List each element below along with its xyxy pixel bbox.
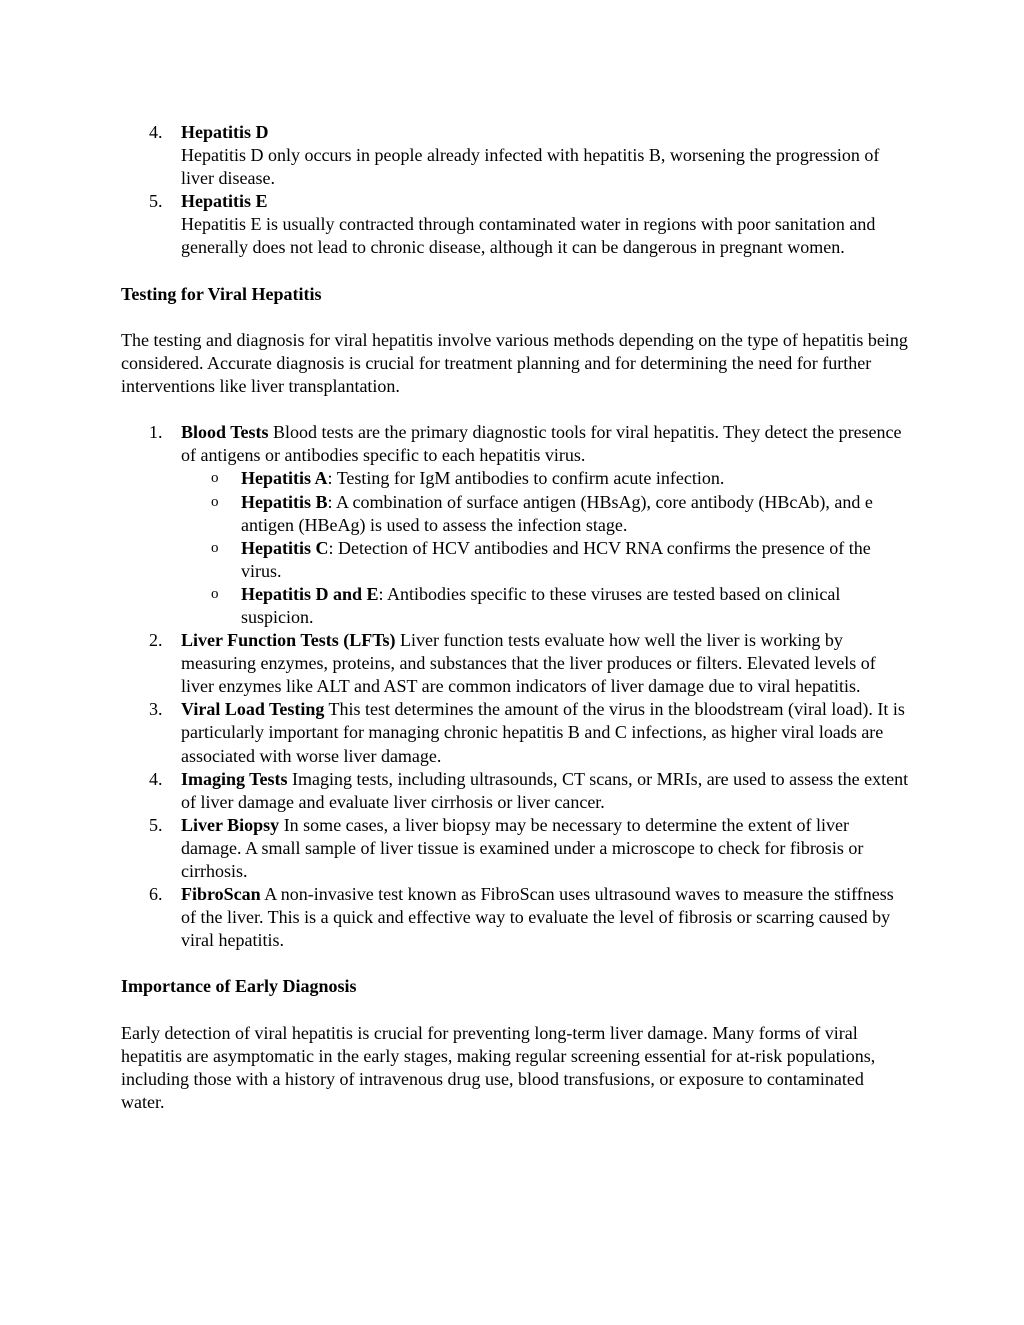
sub-item-text: : Antibodies specific to these viruses are tested based on clinical suspicion. bbox=[241, 583, 841, 627]
list-number: 2. bbox=[149, 630, 163, 651]
section-heading-testing: Testing for Viral Hepatitis bbox=[121, 283, 322, 304]
sub-item-title: Hepatitis D and E bbox=[241, 583, 379, 604]
sub-item-text: : Testing for IgM antibodies to confirm acute infection. bbox=[327, 468, 725, 489]
list-item-hepatitis-d bbox=[121, 121, 911, 190]
sub-item-hepatitis-b bbox=[121, 491, 911, 537]
bullet-icon: o bbox=[211, 539, 219, 556]
list-item-fibroscan bbox=[121, 883, 911, 952]
list-item-title: Hepatitis E bbox=[181, 191, 268, 212]
list-item-liver-biopsy bbox=[121, 814, 911, 883]
list-item-text: Blood tests are the primary diagnostic tools for viral hepatitis. They detect the presence of antigens or antibodies specific to each hepatitis virus. bbox=[181, 422, 902, 466]
list-number: 3. bbox=[149, 699, 163, 720]
list-item-title: Liver Function Tests (LFTs) bbox=[181, 630, 396, 651]
sub-item-hepatitis-d-and-e bbox=[121, 583, 911, 629]
list-number: 5. bbox=[149, 814, 163, 835]
list-item-liver-function-tests bbox=[121, 629, 911, 698]
list-item-title: Blood Tests bbox=[181, 422, 269, 443]
list-item-text: A non-invasive test known as FibroScan uses ultrasound waves to measure the stiffness of the liver. This is a quick and effective way to evaluate the level of fibrosis or scarring caused by viral hepatitis. bbox=[181, 884, 894, 951]
list-item-imaging-tests bbox=[121, 768, 911, 814]
sub-item-title: Hepatitis A bbox=[241, 468, 328, 489]
list-item-title: Viral Load Testing bbox=[181, 699, 325, 720]
list-item-title: Imaging Tests bbox=[181, 768, 288, 789]
list-item-hepatitis-e bbox=[121, 190, 911, 259]
list-number: 1. bbox=[149, 422, 163, 443]
list-item-title: Hepatitis D bbox=[181, 122, 269, 142]
testing-intro-paragraph: The testing and diagnosis for viral hepatitis involve various methods depending on the type of hepatitis being considered. Accurate diagnosis is crucial for treatment planning and for determining the need for further interventions like liver transplantation. bbox=[121, 329, 908, 397]
sub-item-hepatitis-a bbox=[121, 467, 911, 490]
bullet-icon: o bbox=[211, 493, 219, 510]
bullet-icon: o bbox=[211, 470, 219, 487]
list-number: 4. bbox=[149, 768, 163, 789]
list-item-text: In some cases, a liver biopsy may be necessary to determine the extent of liver damage. A small sample of liver tissue is examined under a microscope to check for fibrosis or cirrhosis. bbox=[181, 814, 864, 881]
early-diagnosis-paragraph: Early detection of viral hepatitis is crucial for preventing long-term liver damage. Many forms of viral hepatitis are asymptomatic in the early stages, making regular screening essential for at-risk populations, including those with a history of intravenous drug use, blood transfusions, or exposure to contaminated water. bbox=[121, 1022, 876, 1112]
list-item-viral-load-testing bbox=[121, 698, 911, 767]
sub-item-text: : A combination of surface antigen (HBsAg), core antibody (HBcAb), and e antigen (HBeAg) is used to assess the infection stage. bbox=[241, 491, 873, 535]
bullet-icon: o bbox=[211, 585, 219, 602]
section-heading-early-diagnosis: Importance of Early Diagnosis bbox=[121, 976, 357, 997]
document-content bbox=[121, 121, 911, 1114]
list-item-text: Hepatitis E is usually contracted through contaminated water in regions with poor sanitation and generally does not lead to chronic disease, although it can be dangerous in pregnant women. bbox=[181, 214, 876, 258]
sub-item-title: Hepatitis C bbox=[241, 537, 329, 558]
list-item-text: Hepatitis D only occurs in people already infected with hepatitis B, worsening the progression of liver disease. bbox=[181, 145, 880, 189]
list-item-title: FibroScan bbox=[181, 884, 261, 905]
list-number: 5. bbox=[149, 191, 163, 212]
list-item-text: This test determines the amount of the virus in the bloodstream (viral load). It is particularly important for managing chronic hepatitis B and C infections, as higher viral loads are associated with worse liver damage. bbox=[181, 699, 905, 766]
list-item-text: Liver function tests evaluate how well the liver is working by measuring enzymes, proteins, and substances that the liver produces or filters. Elevated levels of liver enzymes like ALT and AST are common indicators of liver damage due to viral hepatitis. bbox=[181, 630, 876, 697]
list-item-title: Liver Biopsy bbox=[181, 814, 280, 835]
list-item-blood-tests bbox=[121, 421, 911, 467]
sub-item-title: Hepatitis B bbox=[241, 491, 328, 512]
list-number: 4. bbox=[149, 122, 163, 142]
list-number: 6. bbox=[149, 884, 163, 905]
sub-item-hepatitis-c bbox=[121, 537, 911, 583]
sub-item-text: : Detection of HCV antibodies and HCV RNA confirms the presence of the virus. bbox=[241, 537, 871, 581]
list-item-text: Imaging tests, including ultrasounds, CT scans, or MRIs, are used to assess the extent of liver damage and evaluate liver cirrhosis or liver cancer. bbox=[181, 768, 909, 812]
